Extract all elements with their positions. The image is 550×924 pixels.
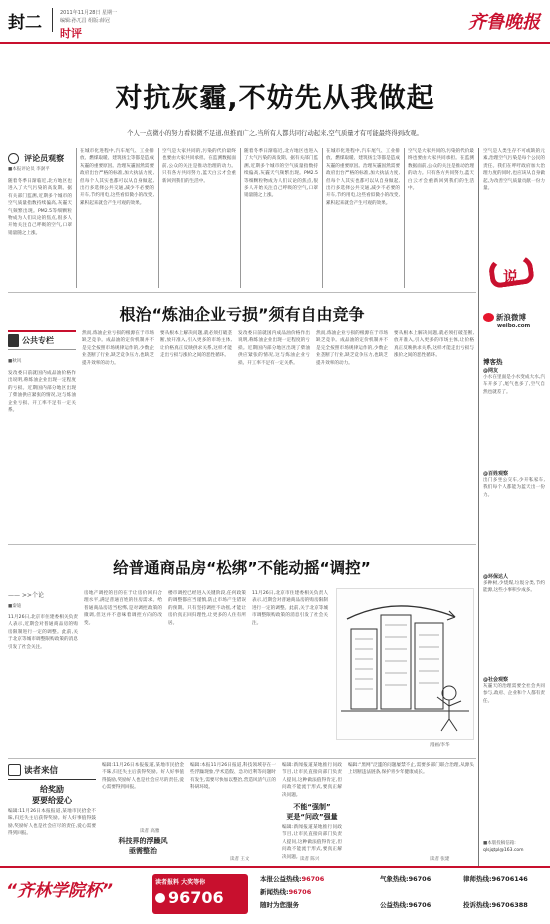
- masthead-rule: [0, 42, 550, 44]
- article2-tag-label: 公共专栏: [22, 336, 54, 345]
- sidebar-item: [483, 573, 545, 670]
- weibo-eye-icon: [483, 313, 494, 322]
- hotline-label: 公益热线:: [380, 901, 409, 909]
- hotline-label: 新闻热线:: [260, 888, 289, 896]
- hotline-value[interactable]: 96706: [301, 875, 325, 883]
- magnifier-icon: [8, 153, 19, 164]
- letter3-title: 不能“强制”: [293, 803, 331, 811]
- sidebar-item: [483, 470, 545, 567]
- letter2-body: 编辑:本报11月26日报道,科技领域存在一些浮躁现象,学术造假、急功近利等问题时有发生,需要尽快加以整治,营造风清气正的科研环境。: [190, 763, 276, 791]
- article2-tag: [8, 330, 76, 350]
- article3-col4: 11月26日,北京市住建委相关负责人表示,近期会对普通商品房的购房限制进行一定的调整。此前,关于北京等城市调整限购政策的消息引发了社会关注。: [252, 591, 328, 626]
- hotline-label: 气象热线:: [380, 875, 409, 883]
- sidebar-item-tag: @社会观察: [483, 677, 509, 683]
- lead-tag: [8, 148, 78, 161]
- hotline-value[interactable]: 96706146: [491, 875, 528, 883]
- sidebar-item-tag: @网友: [483, 368, 499, 374]
- lead-headline: 对抗灰霾,不妨先从我做起: [115, 83, 435, 114]
- letter4-author: 读者 张建: [430, 857, 450, 862]
- lead-body-col1: 随着冬季日渐临近,北方地区也进入了大气污染的高发期。据有关部门监测,近期多个城市的空气质量指数持续偏高,灰霾天气频繁出现。PM2.5等细颗粒物成为人们议论的焦点,很多人开始关注自己呼吸的空气,口罩销量随之上涨。: [8, 179, 72, 236]
- lead-body-col5: 在城市化进程中,汽车尾气、工业排放、燃煤取暖、建筑扬尘等都是造成灰霾的重要原因。治理灰霾固然需要政府出台严格的标准,加大执法力度,但每个人其实也都可以从自身做起,出行多选择公共交通,减少不必要的开车,节约用电,这些看似微小的改变,累积起来就会产生可观的效果。: [326, 149, 400, 206]
- cartoon-drawing: [337, 589, 473, 739]
- weibo-logo: 说 新浪微博 weibo.com: [483, 250, 545, 350]
- masthead-divider: [52, 8, 53, 32]
- article3-col3: 楼市调控已经进入关键阶段,任何政策的调整都应当谨慎,防止市场产生错误的预期。只有坚持调控不动摇,才能让房价真正回归理性,让更多的人住有所居。: [168, 591, 246, 626]
- letter1-title: 给奖励: [40, 785, 64, 794]
- ad-hotline-label: 读者报料 大奖等你: [155, 879, 206, 886]
- column-name: 时评: [60, 27, 82, 40]
- letter1-subtitle: 要要给爱心: [32, 796, 72, 805]
- letter4-body: 编辑:“黑网”泛滥的问题屡禁不止,需要多部门联合治理,从源头上切断违法链条,保护青少年健康成长。: [348, 763, 474, 776]
- weibo-name: 新浪微博: [496, 313, 526, 322]
- article3-kicker: —— >>个论: [8, 592, 44, 599]
- hotline-label: 投诉热线:: [463, 901, 492, 909]
- ad-phone[interactable]: 96706: [168, 888, 224, 907]
- cartoon-caption: 漫画/李华: [430, 743, 450, 748]
- sidebar-item-text: 出门多坐公交车,少开私家车,我们每个人都能为蓝天出一份力。: [483, 478, 545, 498]
- article3-col1: 11月26日,北京市住建委相关负责人表示,近期会对普通商品房的购房限制进行一定的调整。此前,关于北京等城市调整限购政策的消息引发了社会关注。: [8, 615, 78, 650]
- article2-col3: 要从根本上解决问题,就必须打破垄断,放开准入,引入更多的市场主体,让价格真正反映供求关系,这样才能走出亏损与涨价之间的恶性循环。: [160, 331, 232, 359]
- letter2-title-block: [102, 836, 184, 856]
- article2-headline: 根治“炼油企业亏损”须有自由竞争: [119, 305, 365, 324]
- letter1-body: 编辑:11月26日本报报道,某地市民拾金不昧,归还失主后获得奖励。好人好事值得鼓励,奖励好人也是社会应尽的责任,爱心需要得到回报。: [8, 809, 96, 837]
- letter3-subtitle: 更是“问政”强量: [286, 813, 338, 821]
- letter1-author: 读者 高雅: [140, 829, 160, 834]
- footer-ad: [4, 870, 252, 918]
- sidebar-intro: 空气是人类生存不可或缺的元素,治理空气污染是每个公民的责任。我们在呼吁政府加大治理力度的同时,也应该从自身做起,为改善空气质量贡献一份力量。: [483, 149, 545, 192]
- pen-icon: [8, 764, 21, 776]
- footer-hotlines-center: [260, 874, 376, 918]
- article3-headline: 给普通商品房“松绑”不能动摇“调控”: [113, 559, 371, 577]
- sidebar-items: [483, 367, 545, 837]
- contact-email[interactable]: qlsjqtpl@163.com: [483, 848, 524, 853]
- sidebar-item-text: 灰霾天的治理需要全社会共同参与,政府、企业和个人都有责任。: [483, 684, 545, 704]
- letter2-title-line2: 亟需整治: [129, 847, 157, 855]
- cartoon-illustration: [336, 588, 474, 740]
- letter1-body-col2: 编辑:11月26日本报报道,某地市民拾金不昧,归还失主后获得奖励。好人好事值得鼓励,奖励好人也是社会应尽的责任,爱心需要得到回报。: [102, 763, 184, 791]
- ad-badge: [152, 874, 248, 914]
- lead-deck: 个人一点微小的努力看似微不足道,但推而广之,当所有人都共同行动起来,空气质量才有可能最终得到改观。: [127, 130, 423, 137]
- hotline-label: 律师热线:: [463, 875, 492, 883]
- sidebar-item: [483, 367, 545, 464]
- sidebar-divider: [478, 148, 479, 868]
- article2-col1: 发改委日前就国内成品油价格作出说明,称炼油企业出现一定程度的亏损。近期国内部分地区出现了柴油供应紧张的情况,这与炼油企业亏损、开工率不足有一定关系。: [8, 371, 76, 414]
- lead-body-col4: 随着冬季日渐临近,北方地区也进入了大气污染的高发期。据有关部门监测,近期多个城市的空气质量指数持续偏高,灰霾天气频繁出现。PM2.5等细颗粒物成为人们议论的焦点,很多人开始关注自己呼吸的空气,口罩销量随之上涨。: [244, 149, 318, 199]
- letters-tag: [8, 762, 96, 778]
- sidebar-item: [483, 676, 545, 773]
- hotline-value[interactable]: 96706: [408, 901, 432, 909]
- footer-hotlines-right: [380, 874, 546, 918]
- letter3-author: 读者 陈兴: [300, 857, 320, 862]
- sidebar-section-title: 博客热: [483, 358, 503, 366]
- lead-body-col2: 在城市化进程中,汽车尾气、工业排放、燃煤取暖、建筑扬尘等都是造成灰霾的重要原因。治理灰霾固然需要政府出台严格的标准,加大执法力度,但每个人其实也都可以从自身做起,出行多选择公共交通,减少不必要的开车,节约用电,这些看似微小的改变,累积起来就会产生可观的效果。: [80, 149, 154, 206]
- article2-col5: 然而,炼油企业亏损的根源在于市场缺乏竞争。成品油的定价机制并不是完全按照市场规律运作的,少数企业垄断了行业,缺乏竞争压力,也缺乏提升效率的动力。: [316, 331, 388, 366]
- column-icon: [8, 334, 19, 347]
- hotline-label: 本报公益热线:: [260, 875, 302, 883]
- letter3-body: 编辑:新闻报道某地推行问政节目,让市民直接向部门负责人提问,这种做法值得肯定,但问政不能流于形式,要真正解决问题。: [282, 825, 342, 860]
- issue-date: 2011年11月28日 星期一: [60, 10, 118, 16]
- section-label: 封二: [8, 13, 42, 33]
- newspaper-logo: 齐鲁晚报: [468, 12, 540, 33]
- hotline-label: 随时为您服务: [260, 901, 299, 909]
- sidebar-item-text: 多种树,少烧煤,垃圾分类,节约能源,这些小事积少成多。: [483, 581, 545, 594]
- letter2-title-line1: 科技界的浮躁风: [118, 837, 168, 845]
- hotline-value[interactable]: 96706: [288, 888, 312, 896]
- editor-credit: 编辑:孙兀昌 组版:薛冠: [60, 18, 110, 24]
- hotline-value[interactable]: 96706: [408, 875, 432, 883]
- sidebar-item-tag: @百姓观察: [483, 471, 509, 477]
- letters-tag-label: 读者来信: [24, 766, 59, 776]
- article3-byline: ■秦迪: [8, 604, 22, 609]
- lead-tag-label: 评论员观察: [24, 154, 65, 163]
- article2-byline: ■秋风: [8, 359, 22, 364]
- lead-body-col6: 空气是大家共同的,污染的代价最终也要由大家共同承担。在监测数据面前,公众的关注是推动治理的动力。只有各方共同努力,蓝天白云才会重新回到我们的生活中。: [408, 149, 474, 192]
- lead-body-col3: 空气是大家共同的,污染的代价最终也要由大家共同承担。在监测数据面前,公众的关注是推动治理的动力。只有各方共同努力,蓝天白云才会重新回到我们的生活中。: [162, 149, 236, 184]
- letter2-author: 读者 王文: [230, 857, 250, 862]
- article2-col2: 然而,炼油企业亏损的根源在于市场缺乏竞争。成品油的定价机制并不是完全按照市场规律运作的,少数企业垄断了行业,缺乏竞争压力,也缺乏提升效率的动力。: [82, 331, 154, 366]
- lead-byline: ■本报评论员 李澍平: [8, 167, 50, 172]
- article3-col2: 房地产调控的目的在于让房价回归合理水平,满足普通百姓的住房需求。给普通商品房适当松绑,是对调控政策的微调,但这并不意味着调控方向的改变。: [84, 591, 162, 626]
- article2-col4: 发改委日前就国内成品油价格作出说明,称炼油企业出现一定程度的亏损。近期国内部分地区出现了柴油供应紧张的情况,这与炼油企业亏损、开工率不足有一定关系。: [238, 331, 310, 366]
- contact-label: ■本版投稿信箱:: [483, 841, 516, 846]
- weibo-url: weibo.com: [497, 323, 531, 329]
- hotline-value[interactable]: 96706388: [491, 901, 528, 909]
- sidebar-item-tag: @环保达人: [483, 574, 509, 580]
- sidebar-item-text: 小水在里面是小水变成大水,汽车开多了,尾气也多了,空气自然也就差了。: [483, 375, 545, 395]
- phone-icon: [155, 893, 165, 903]
- ad-brand: “齐林学院杯”: [6, 881, 113, 901]
- letter3-intro: 编辑:新闻报道某地推行问政节目,让市民直接向部门负责人提问,这种做法值得肯定,但问政不能流于形式,要真正解决问题。: [282, 763, 342, 798]
- article2-col6: 要从根本上解决问题,就必须打破垄断,放开准入,引入更多的市场主体,让价格真正反映供求关系,这样才能走出亏损与涨价之间的恶性循环。: [394, 331, 474, 359]
